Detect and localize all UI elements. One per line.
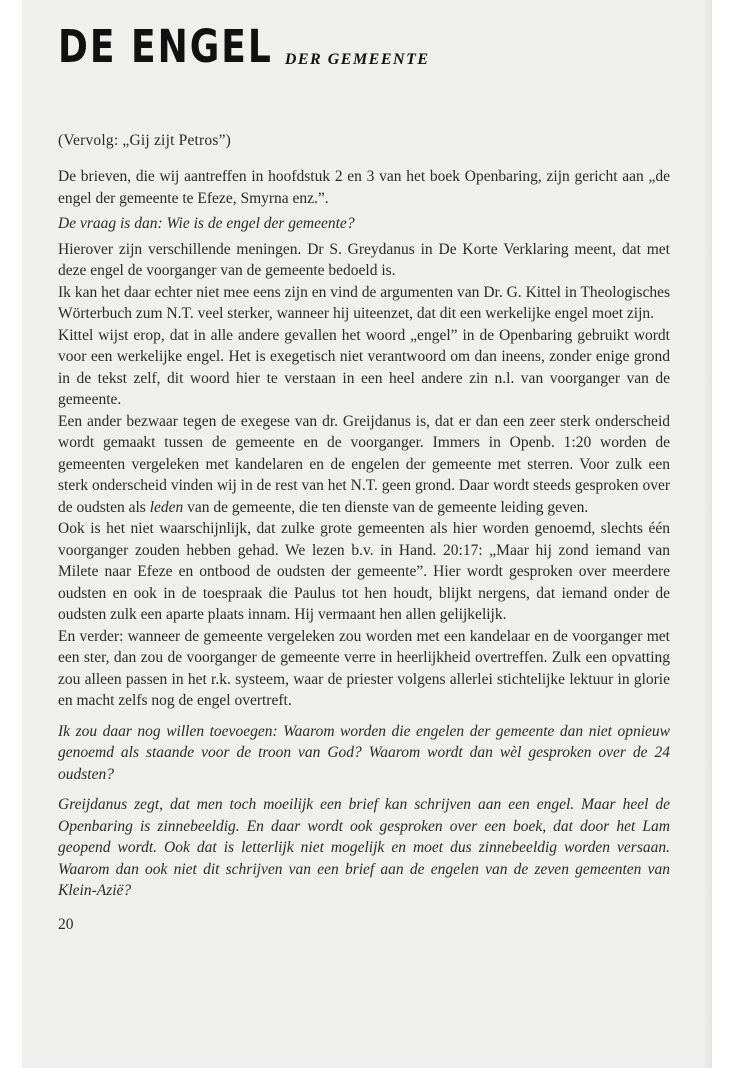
article-body — [58, 166, 670, 902]
article-subtitle: (Vervolg: „Gij zijt Petros”) — [58, 132, 232, 149]
page — [22, 0, 712, 1068]
emphasis-leden: leden — [149, 498, 184, 516]
italic-paragraph: Greijdanus zegt, dat men toch moeilijk een brief kan schrijven aan een engel. Maar heel de Openbaring is zinnebeeldig. En daar wordt ook gesproken over een boek, dat door het Lam geopend wordt. Ook dat is letterlijk niet mogelijk en moet dus zinnebeeldig worden versaan. Waarom dan ook niet dit schrijven van een brief aan de engelen van de zeven gemeenten van Klein-Azië? — [58, 796, 670, 899]
title-suffix: DER GEMEENTE — [284, 51, 430, 68]
page-edge — [704, 0, 712, 1068]
paragraph: Ook is het niet waarschijnlijk, dat zulke grote gemeenten als hier worden genoemd, slechts één voorganger zouden hebben gehad. We lezen b.v. in Hand. 20:17: „Maar hij zond iemand van Milete naar Efeze en ontbood de oudsten der gemeente”. Hier wordt gesproken over meerdere oudsten en ook in de toespraak die Paulus tot hen houdt, blijkt nergens, dat iemand onder de oudsten zulk een aparte plaats innam. Hij vermaant hen allen gelijkelijk. — [58, 520, 670, 623]
article-title — [58, 21, 670, 80]
page-number: 20 — [58, 915, 74, 933]
paragraph-text: van de gemeente, die ten dienste van de gemeente leiding geven. — [183, 498, 589, 516]
paragraph: Kittel wijst erop, dat in alle andere gevallen het woord „engel” in de Openbaring gebruikt wordt voor een werkelijke engel. Het is exegetisch niet verantwoord om dan ineens, zonder enige grond in de tekst zelf, dit woord hier te verstaan in een heel andere zin n.l. van voorganger van de gemeente. — [58, 326, 670, 408]
italic-paragraph: Ik zou daar nog willen toevoegen: Waarom worden die engelen der gemeente dan niet opnieuw genoemd als staande voor de troon van God? Waarom wordt dan wèl gesproken over de 24 oudsten? — [58, 722, 670, 783]
question-paragraph: De vraag is dan: Wie is de engel der gemeente? — [58, 215, 355, 232]
paragraph: Hierover zijn verschillende meningen. Dr S. Greydanus in De Korte Verklaring meent, dat met deze engel de voorganger van de gemeente bedoeld is. — [58, 240, 670, 279]
paragraph-text: Een ander bezwaar tegen de exegese van dr. Greijdanus is, dat er dan een zeer sterk onderscheid wordt gemaakt tussen de gemeente en de voorganger. Immers in Openb. 1:20 worden de gemeenten vergeleken met kandelaren en de engelen der gemeente met sterren. Voor zulk een sterk onderscheid vinden wij in de rest van het N.T. geen grond. Daar wordt steeds gesproken over de oudsten als — [58, 412, 670, 516]
paragraph — [58, 411, 670, 519]
article — [58, 21, 670, 936]
paragraph: En verder: wanneer de gemeente vergeleken zou worden met een kandelaar en de voorganger met een ster, dan zou de voorganger de gemeente verre in heerlijkheid overtreffen. Zulk een opvatting zou alleen passen in het r.k. systeem, waar de priester volgens allerlei stichtelijke lektuur in glorie en macht zelfs nog de engel overtreft. — [58, 627, 670, 709]
paragraph: Ik kan het daar echter niet mee eens zijn en vind de argumenten van Dr. G. Kittel in Theologisches Wörterbuch zum N.T. veel sterker, wanneer hij uiteenzet, dat dit een werkelijke engel moet zijn. — [58, 283, 670, 322]
title-main: DE ENGEL — [58, 21, 273, 73]
paragraph: De brieven, die wij aantreffen in hoofdstuk 2 en 3 van het boek Openbaring, zijn gericht aan „de engel der gemeente te Efeze, Smyrna enz.”. — [58, 168, 670, 207]
